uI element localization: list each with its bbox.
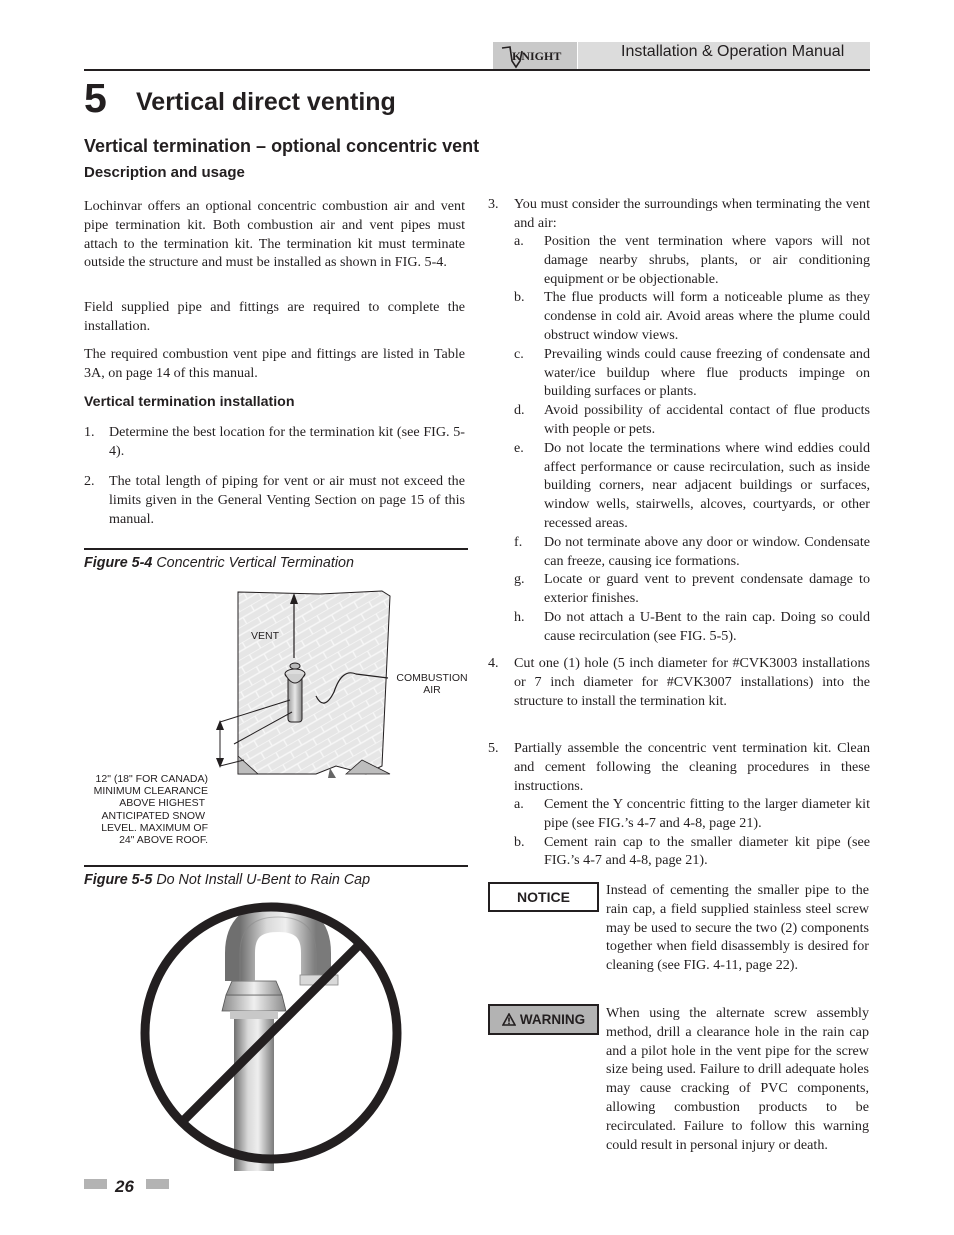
step-3e-letter: e. [514,439,524,456]
footer-bar-right [146,1179,169,1189]
warning-badge [488,1004,599,1035]
step-3c-letter: c. [514,345,524,362]
intro-paragraph: Lochinvar offers an optional concentric combustion air and vent pipe termination kit. Both combustion air and vent pipes must attach to the termination kit. The termination kit must terminate outside the structure and must be installed as shown in FIG. 5-4. [84,198,465,271]
step-3b [514,288,870,344]
figure-5-caption-text: Do Not Install U-Bent to Rain Cap [156,872,371,888]
step-1-text: Determine the best location for the termination kit (see FIG. 5-4). [109,424,465,459]
clearance-line-5: LEVEL. MAXIMUM OF [101,822,208,834]
figure-4-illustration [84,588,474,850]
footer-bar-left [84,1179,107,1189]
step-3b-letter: b. [514,289,525,306]
figure-4-caption-text: Concentric Vertical Termination [156,555,354,571]
notice-label: NOTICE [517,889,570,905]
step-3d-letter: d. [514,402,525,419]
subsection-title: Description and usage [84,164,245,181]
step-5-text: Partially assemble the concentric vent termination kit. Clean and cement following the cleaning procedures in these instructions. [514,740,870,794]
step-3d-text: Avoid possibility of accidental contact of flue products with people or pets. [544,402,870,437]
step-5b-text: Cement rain cap to the smaller diameter kit pipe (see FIG.’s 4-7 and 4-8, page 21). [544,833,870,869]
step-3e [514,439,870,533]
step-1-number: 1. [84,424,95,440]
clearance-line-4: ANTICIPATED SNOW [101,810,205,822]
header-rule [84,69,870,71]
step-3f-text: Do not terminate above any door or window. Condensate can freeze, causing ice formations. [544,533,870,569]
clearance-line-6: 24" ABOVE ROOF. [119,834,208,846]
step-5b-letter: b. [514,833,525,850]
figure-5-label: Figure 5-5 [84,872,153,888]
figure-4-label: Figure 5-4 [84,555,153,571]
figure-4-caption [84,554,354,572]
step-5b [514,833,870,871]
step-5a [514,795,870,833]
figure-5-illustration [134,895,408,1171]
step-5a-text: Cement the Y concentric fitting to the larger diameter kit pipe (see FIG.’s 4-7 and 4-8, page 21). [544,796,870,831]
manual-title: Installation & Operation Manual [621,43,845,60]
figure-5-caption [84,871,370,889]
step-3f-letter: f. [514,533,523,550]
step-5-number: 5. [488,740,499,756]
combustion-air-label-2: AIR [423,684,441,696]
logo-text: KNIGHT [512,49,562,63]
step-3-sublist [514,232,870,646]
step-3g-letter: g. [514,571,525,588]
step-2-text: The total length of piping for vent or air must not exceed the limits given in the General Venting Section on page 15 of this manual. [109,473,465,527]
clearance-line-3: ABOVE HIGHEST [119,797,205,809]
notice-text: Instead of cementing the smaller pipe to the rain cap, a field supplied stainless steel screw may be used to secure the two (2) components together when field disassembly is desired for cleaning (see FIG. 4-11, page 22). [606,882,869,974]
step-3a [514,232,870,288]
figure-5-rule [84,865,468,867]
warning-triangle-icon [502,1013,516,1026]
step-5-sublist [514,795,870,870]
clearance-line-1: 12" (18" FOR CANADA) [95,773,208,785]
warning-label: WARNING [519,1012,586,1027]
step-3f [514,533,870,571]
step-3e-text: Do not locate the terminations where wind eddies could affect performance or cause recirculation, such as inside building corners, near adjacent buildings or surfaces, window wells, stairwells, alcoves, courtyards, or other recessed areas. [544,439,870,531]
figure-4-rule [84,548,468,550]
step-3c-text: Prevailing winds could cause freezing of condensate and water/ice buildup where flue products impinge on building surfaces or plants. [544,345,870,400]
step-3b-text: The flue products will form a noticeable plume as they condense in cold air. Avoid areas where the plume could obstruct window views. [544,289,870,343]
combustion-air-label-1: COMBUSTION [396,672,468,684]
vent-label: VENT [251,630,280,642]
step-3g [514,570,870,608]
pipe-paragraph: Field supplied pipe and fittings are required to complete the installation. [84,299,465,334]
step-3h [514,608,870,646]
step-3-text: You must consider the surroundings when terminating the vent and air: [514,196,870,231]
chapter-number: 5 [84,75,107,121]
chapter-title: Vertical direct venting [136,88,396,116]
step-3g-text: Locate or guard vent to prevent condensate damage to exterior finishes. [544,571,870,607]
step-3d [514,401,870,439]
section-title: Vertical termination – optional concentric vent [84,136,480,156]
step-3h-text: Do not attach a U-Bent to the rain cap. Doing so could cause recirculation (see FIG. 5-5). [544,608,870,644]
fittings-paragraph: The required combustion vent pipe and fittings are listed in Table 3A, on page 14 of this manual. [84,346,465,381]
step-3a-letter: a. [514,233,524,249]
page-number: 26 [115,1177,134,1196]
install-heading: Vertical termination installation [84,394,295,410]
step-3h-letter: h. [514,608,525,625]
step-4-number: 4. [488,655,499,671]
step-3-number: 3. [488,196,499,212]
step-5a-letter: a. [514,796,524,812]
step-2-number: 2. [84,473,95,489]
step-3a-text: Position the vent termination where vapors will not damage nearby shrubs, plants, or air conditioning equipment or be objectionable. [544,233,870,287]
step-3c [514,345,870,401]
warning-text: When using the alternate screw assembly method, drill a clearance hole in the rain cap and a pilot hole in the vent pipe for the screw size being used. Failure to drill adequate holes may cause cracking of PVC components, allowing combustion products to be recirculated. Failure to follow this warning could result in personal injury or death. [606,1005,869,1153]
knight-logo [500,45,576,69]
step-4-text: Cut one (1) hole (5 inch diameter for #CVK3003 installations or 7 inch diameter for #CVK3007 installations) into the structure to install the termination kit. [514,655,870,709]
notice-badge [488,882,599,912]
clearance-line-2: MINIMUM CLEARANCE [93,785,208,797]
